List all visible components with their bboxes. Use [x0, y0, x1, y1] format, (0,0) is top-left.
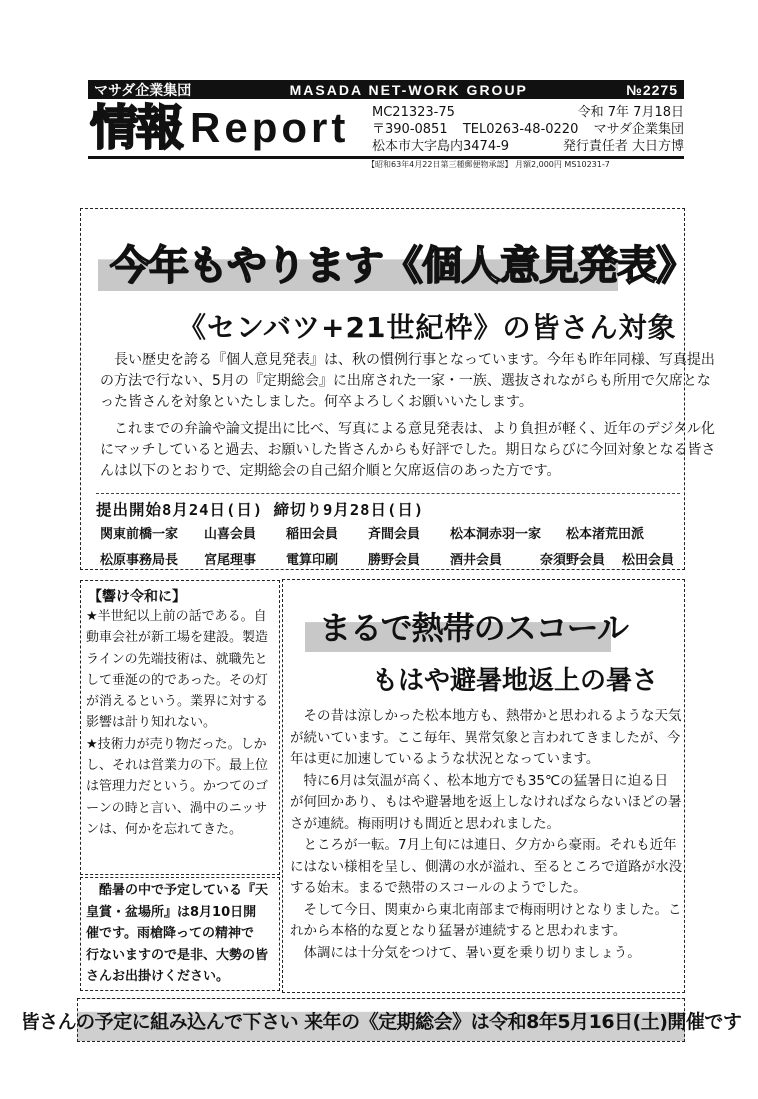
weather-line: れから本格的な夏となり猛暑が連続すると思われます。 [290, 923, 627, 939]
column-line: ラインの先端技術は、就職先と [86, 651, 268, 667]
notice-line: 行ないますので是非、大勢の皆 [86, 947, 269, 963]
chapter-item: 電算印刷 [286, 553, 339, 568]
weather-line: 特に6月は気温が高く、松本地方でも35℃の猛暑日に迫る日 [303, 772, 669, 789]
column-line: は管理力だという。かつてのゴ [86, 779, 269, 795]
weather-line: 体調には十分気をつけて、暑い夏を乗り切りましょう。 [303, 944, 641, 961]
feature-subhead: 《センバツ+21世紀枠》の皆さん対象 [178, 311, 677, 344]
column-heading: 【響け令和に】 [88, 589, 186, 605]
title-latin: Report [190, 104, 350, 151]
column-line: して垂涎の的であった。その灯 [86, 672, 268, 688]
submission-dates: 提出開始8月24日(日) 締切り9月28日(日) [96, 493, 680, 520]
chapter-item: 松田会員 [622, 553, 675, 568]
paragraph-line: んは以下のとおりで、定期総会の自己紹介順と欠席返信のあった方です。 [100, 463, 561, 479]
group-name-en: MASADA NET-WORK GROUP [289, 81, 528, 98]
weather-line: が何回かあり、もはや避暑地を返上しなければならないほどの暑 [290, 794, 682, 810]
weather-line: その昔は涼しかった松本地方も、熱帯かと思われるような天気 [303, 708, 682, 724]
chapter-item: 斉間会員 [368, 527, 421, 542]
event-notice-text [86, 880, 276, 988]
notice-line: さんお出掛けください。 [86, 969, 230, 984]
column-line: ★半世紀以上前の話である。自 [86, 609, 267, 624]
masthead-info [372, 104, 684, 155]
column-line: 影響は計り知れない。 [86, 715, 217, 731]
paragraph-line: にマッチしていると過去、お願いした皆さんからも好評でした。期日ならびに今回対象となる皆さ [100, 442, 716, 458]
editor-name: 発行責任者 大日方博 [562, 139, 684, 154]
paragraph-line: 長い歴史を誇る『個人意見発表』は、秋の慣例行事となっています。今年も昨年同様、写真提出 [114, 352, 715, 368]
feature-paragraph-2 [100, 419, 716, 482]
weather-line: にはない様相を呈し、側溝の水が溢れ、至るところで道路が水没 [290, 858, 683, 875]
paragraph-line: った皆さんを対象といたしました。何卒よろしくお願いいたします。 [100, 394, 533, 410]
column-line: ンは、何かを忘れてきた。 [86, 821, 243, 837]
column-line: 動車会社が新工場を建設。製造 [86, 630, 269, 646]
weather-line: する始末。まるで熱帯のスコールのようでした。 [290, 880, 587, 896]
registration-note: 【昭和63年4月22日第三種郵便物承認】 月額2,000円 MS10231-7 [367, 160, 610, 169]
postal-code: 〒390-0851 [372, 122, 448, 137]
chapter-item: 稲田会員 [286, 527, 339, 542]
feature-headline-banner [98, 233, 695, 291]
group-name-jp: マサダ企業集団 [94, 82, 192, 99]
notice-line: 酷暑の中で予定している『天 [99, 883, 269, 898]
notice-line: 皇賞・盆場所』は8月10日開 [86, 904, 257, 920]
publisher-address: 松本市大字島内3474-9 [372, 139, 510, 154]
chapter-item: 山喜会員 [204, 527, 257, 542]
weather-headline-banner [305, 600, 629, 652]
column-line: が消えるという。業界に対する [86, 694, 269, 710]
column-line: し、それは営業力の下。最上位 [86, 758, 269, 774]
chapter-item: 奈須野会員 [540, 553, 606, 568]
chapter-item: 関東前橋一家 [100, 527, 179, 542]
column-body [86, 606, 276, 840]
chapter-item: 松本渚荒田派 [566, 527, 645, 542]
title-kanji: 情報 [90, 100, 183, 156]
masthead-bar [88, 80, 684, 99]
feature-headline: 今年もやります《個人意見発表》 [110, 242, 695, 289]
weather-body [290, 706, 683, 964]
paragraph-line: の方法で行ない、5月の『定期総会』に出席された一家・一族、選抜されながらも所用で欠席とな [100, 373, 711, 389]
issue-date: 令和 7年 7月18日 [577, 105, 684, 120]
issue-number: №2275 [626, 81, 678, 98]
weather-line: さが連続。梅雨明けも間近と思われました。 [290, 815, 560, 832]
weather-line: ところが一転。7月上旬には連日、夕方から豪雨。それも近年 [303, 837, 677, 853]
phone-number: TEL0263-48-0220 [462, 122, 579, 137]
publication-code: MC21323-75 [372, 105, 455, 120]
chapter-item: 宮尾理事 [204, 553, 257, 568]
chapter-list-row-1 [100, 523, 684, 542]
weather-line: が続いています。ここ毎年、異常気象と言われてきましたが、今 [290, 729, 681, 746]
footer-announcement [20, 998, 742, 1042]
weather-line: そして今日、関東から東北南部まで梅雨明けとなりました。こ [303, 901, 682, 918]
chapter-item: 勝野会員 [368, 553, 421, 568]
weather-line: 年は更に加速しているような状況となっています。 [290, 751, 600, 767]
chapter-item: 酒井会員 [450, 553, 503, 568]
chapter-item: 松本洞赤羽一家 [450, 527, 542, 542]
newsletter-title [90, 100, 349, 156]
paragraph-line: これまでの弁論や論文提出に比べ、写真による意見発表は、より負担が軽く、近年のデジタル化 [114, 421, 715, 437]
footer-text: 皆さんの予定に組み込んで下さい 来年の《定期総会》は令和8年5月16日(土)開催です [20, 1010, 742, 1033]
weather-headline: まるで熱帯のスコール [319, 609, 629, 647]
publisher-name: マサダ企業集団 [593, 122, 684, 137]
column-line: ★技術力が売り物だった。しか [86, 736, 267, 752]
column-line: ーンの時と言い、渦中のニッサ [86, 800, 268, 816]
notice-line: 催です。雨槍降っての精神で [86, 926, 254, 941]
chapter-list-row-2 [100, 549, 684, 568]
weather-subhead: もはや避暑地返上の暑さ [372, 666, 659, 696]
feature-paragraph-1 [100, 350, 715, 413]
chapter-item: 松原事務局長 [100, 553, 179, 568]
